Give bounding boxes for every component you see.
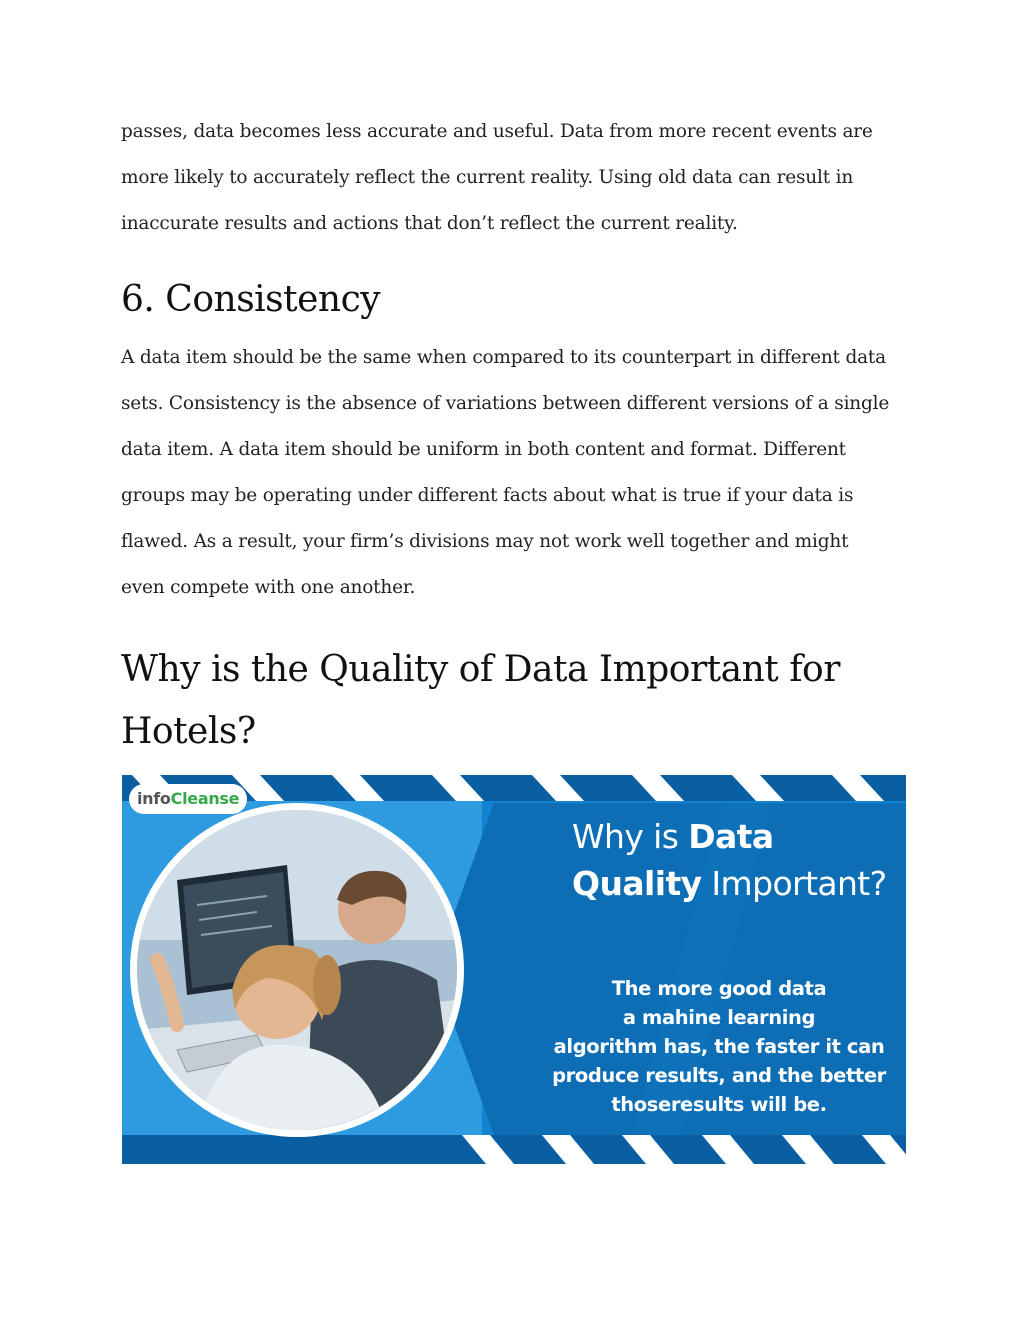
banner-title [572,813,902,907]
banner-title-line-2: Quality Important? [572,864,887,903]
paragraph-line: groups may be operating under different facts about what is true if your data is [121,485,854,506]
banner-title-line-1: Why is Data [572,817,774,856]
logo-text: info [137,789,171,808]
logo-accent-text: Cleanse [170,789,240,808]
paragraph-line: A data item should be the same when compared to its counterpart in different data [121,347,886,368]
intro-paragraph [121,109,911,247]
paragraph-line: passes, data becomes less accurate and useful. Data from more recent events are [121,121,873,142]
banner-body-line: algorithm has, the faster it can [553,1035,885,1058]
banner-body-text [544,974,894,1119]
paragraph-line: flawed. As a result, your firm’s divisions may not work well together and might [121,531,849,552]
office-workers-photo [137,810,457,1130]
banner-body-line: a mahine learning [622,1006,816,1029]
banner-body-line: produce results, and the better [552,1064,886,1087]
paragraph-line: inaccurate results and actions that don’t reflect the current reality. [121,213,738,234]
paragraph-line: data item. A data item should be uniform in both content and format. Different [121,439,846,460]
consistency-paragraph [121,335,911,611]
section-heading-consistency: 6. Consistency [121,279,381,320]
data-quality-banner-image [122,775,906,1164]
heading-line: Why is the Quality of Data Important for [121,649,840,690]
paragraph-line: even compete with one another. [121,577,416,598]
section-heading-why-quality [121,639,921,763]
photo-frame [130,803,464,1137]
paragraph-line: more likely to accurately reflect the current reality. Using old data can result in [121,167,854,188]
banner-body-line: thoseresults will be. [611,1093,827,1116]
photo-illustration [137,810,457,1130]
paragraph-line: sets. Consistency is the absence of variations between different versions of a single [121,393,890,414]
heading-line: Hotels? [121,711,256,752]
infocleanse-logo [129,784,247,814]
banner-body-line: The more good data [611,977,827,1000]
